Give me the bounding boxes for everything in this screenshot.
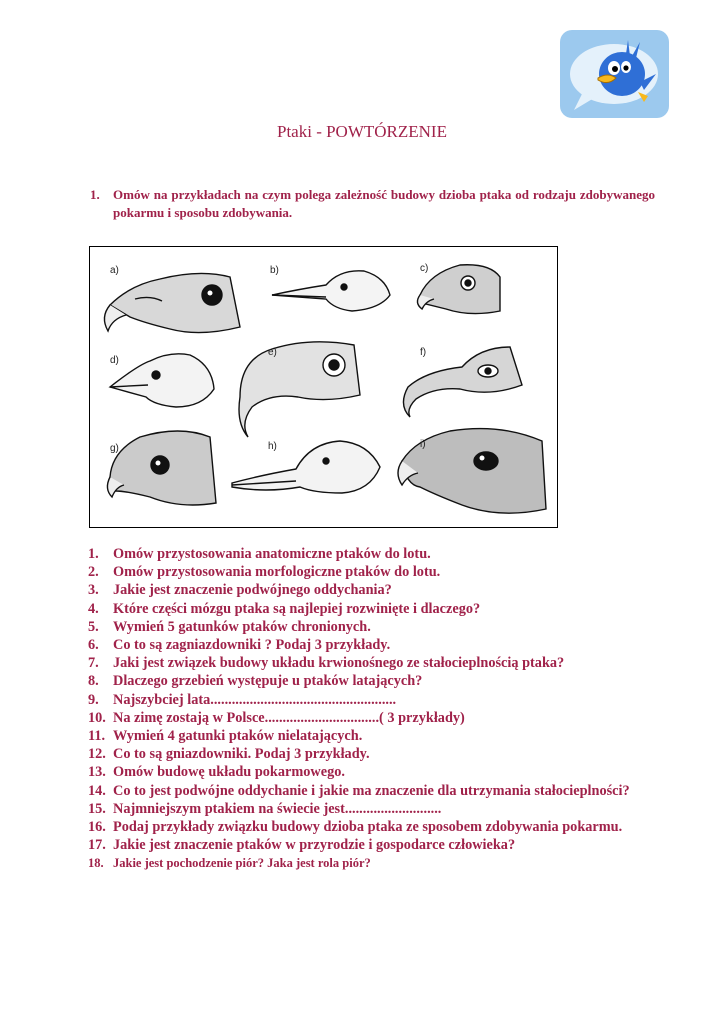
- list-item: [88, 581, 656, 599]
- question-number: 13.: [88, 764, 106, 781]
- question-text: Wymień 4 gatunki ptaków nielatających.: [113, 728, 363, 745]
- question-text: Podaj przykłady związku budowy dzioba ptaka ze sposobem zdobywania pokarmu.: [113, 819, 623, 836]
- panel-label-d: d): [110, 355, 119, 366]
- question-text: Jakie jest znaczenie podwójnego oddychania?: [113, 582, 392, 599]
- question-number: 15.: [88, 800, 106, 817]
- beak-c-drawing: [417, 265, 500, 314]
- question-number: 11.: [88, 728, 106, 745]
- panel-label-i: i): [420, 439, 426, 450]
- list-item: [88, 691, 656, 709]
- list-item: [88, 727, 656, 745]
- panel-label-a: a): [110, 265, 119, 276]
- list-item: [88, 709, 656, 727]
- question-number: 12.: [88, 746, 106, 763]
- intro-question-number: 1.: [90, 187, 100, 202]
- beak-b-drawing: [272, 271, 390, 311]
- panel-label-b: b): [270, 265, 279, 276]
- panel-label-f: f): [420, 347, 427, 358]
- question-text: Które części mózgu ptaka są najlepiej rozwinięte i dlaczego?: [113, 600, 481, 617]
- question-number: 18.: [88, 856, 104, 871]
- list-item: [88, 782, 656, 800]
- question-text: Omów budowę układu pokarmowego.: [113, 764, 345, 781]
- question-text: Co to są zagniazdowniki ? Podaj 3 przykłady.: [113, 637, 391, 654]
- panel-label-h: h): [268, 441, 277, 452]
- question-text: Najmniejszym ptakiem na świecie jest...........................: [113, 800, 442, 817]
- question-text: Na zimę zostają w Polsce................................( 3 przykłady): [113, 709, 465, 726]
- question-number: 16.: [88, 819, 106, 836]
- list-item: [88, 618, 656, 636]
- list-item: [88, 600, 656, 618]
- page-title: Ptaki - POWTÓRZENIE: [277, 122, 447, 141]
- beak-g-drawing: [107, 431, 216, 505]
- list-item: [88, 836, 656, 854]
- question-text: Wymień 5 gatunków ptaków chronionych.: [113, 618, 371, 635]
- question-number: 6.: [88, 637, 99, 654]
- question-number: 14.: [88, 782, 106, 799]
- beak-e-drawing: [239, 342, 360, 437]
- question-number: 9.: [88, 691, 99, 708]
- panel-label-c: c): [420, 263, 429, 274]
- beak-h-drawing: [232, 441, 380, 493]
- panel-label-e: e): [268, 347, 277, 358]
- question-number: 8.: [88, 673, 99, 690]
- list-item: [88, 745, 656, 763]
- list-item: [88, 563, 656, 581]
- list-item: [88, 800, 656, 818]
- question-number: 4.: [88, 600, 99, 617]
- question-text: Jaki jest związek budowy układu krwionośnego ze stałocieplnością ptaka?: [113, 655, 565, 672]
- question-text: Omów przystosowania morfologiczne ptaków do lotu.: [113, 564, 441, 581]
- list-item: [88, 763, 656, 781]
- beak-a-drawing: [104, 273, 240, 332]
- list-item: [88, 545, 656, 563]
- question-text: Dlaczego grzebień występuje u ptaków latających?: [113, 673, 423, 690]
- beak-d-drawing: [110, 354, 214, 407]
- question-text: Jakie jest pochodzenie piór? Jaka jest rola piór?: [113, 856, 371, 871]
- question-number: 7.: [88, 655, 99, 672]
- question-text: Co to jest podwójne oddychanie i jakie ma znaczenie dla utrzymania stałocieplności?: [113, 782, 630, 799]
- question-text: Najszybciej lata....................................................: [113, 691, 397, 708]
- list-item: [88, 654, 656, 672]
- list-item: [88, 818, 656, 836]
- question-number: 2.: [88, 564, 99, 581]
- question-text: Omów przystosowania anatomiczne ptaków do lotu.: [113, 546, 431, 562]
- intro-question: [90, 186, 655, 222]
- question-number: 3.: [88, 582, 99, 599]
- list-item: [88, 672, 656, 690]
- questions-list: [88, 545, 656, 873]
- intro-question-text: Omów na przykładach na czym polega zależność budowy dzioba ptaka od rodzaju zdobywanego pokarmu i sposobu zdobywania.: [113, 187, 655, 220]
- question-number: 17.: [88, 837, 106, 854]
- question-number: 1.: [88, 546, 99, 562]
- bird-logo-icon: [560, 30, 669, 118]
- list-item: [88, 636, 656, 654]
- question-text: Co to są gniazdowniki. Podaj 3 przykłady.: [113, 746, 370, 763]
- beak-figure: [89, 246, 558, 528]
- question-number: 5.: [88, 618, 99, 635]
- list-item: [88, 854, 656, 872]
- panel-label-g: g): [110, 443, 119, 454]
- question-text: Jakie jest znaczenie ptaków w przyrodzie i gospodarce człowieka?: [113, 837, 516, 854]
- question-number: 10.: [88, 709, 106, 726]
